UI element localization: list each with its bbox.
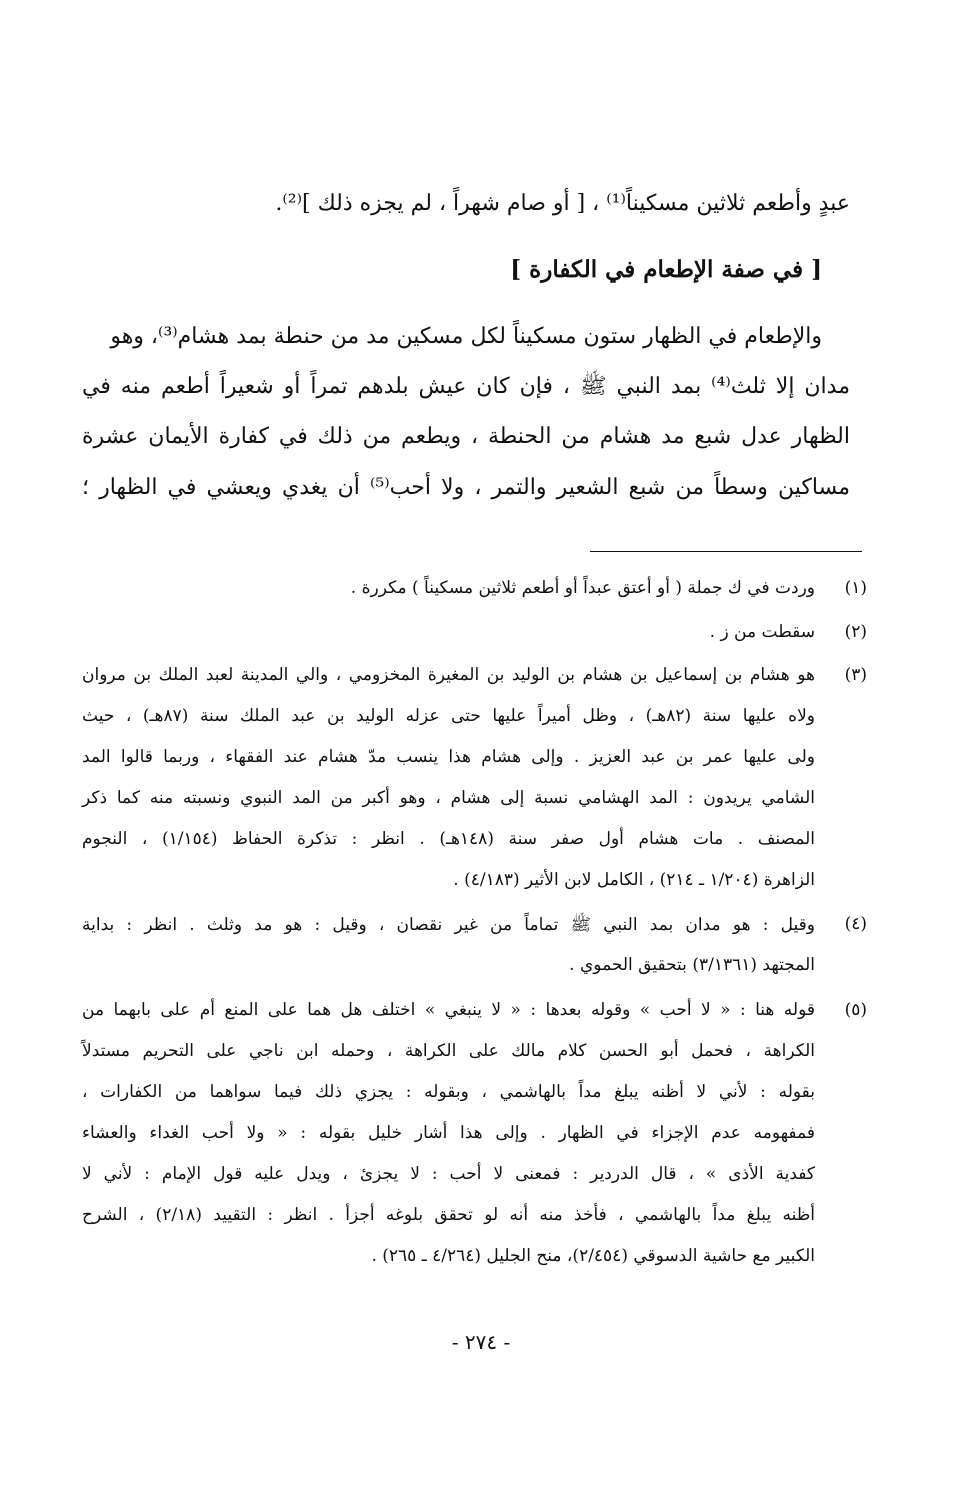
footnote-1-line-1: وردت في ك جملة ( أو أعتق عبداً أو أطعم ثلاثين مسكيناً ) مكررة .	[350, 578, 815, 598]
main-text-line-2: والإطعام في الظهار ستون مسكيناً لكل مسكين مد من حنطة بمد هشام⁽³⁾، وهو	[110, 324, 822, 349]
footnote-number-2: (٢)	[844, 622, 867, 642]
section-heading: [ في صفة الإطعام في الكفارة ]	[510, 256, 822, 283]
footnote-number-5: (٥)	[844, 1000, 867, 1020]
footnote-3-line-5: المصنف . مات هشام أول صفر سنة (١٤٨هـ) . انظر : تذكرة الحفاظ (١/١٥٤) ، النجوم	[82, 829, 815, 849]
footnote-number-1: (١)	[844, 578, 867, 598]
main-text-line-5: مساكين وسطاً من شبع الشعير والتمر ، ولا أحب⁽⁵⁾ أن يغدي ويعشي في الظهار ؛	[82, 475, 851, 500]
footnote-2-line-1: سقطت من ز .	[709, 622, 815, 642]
footnote-4-line-1: وقيل : هو مدان بمد النبي ﷺ تماماً من غير نقصان ، وقيل : هو مد وثلث . انظر : بداية	[82, 915, 815, 935]
page-number: - ٢٧٤ -	[451, 1330, 511, 1354]
footnote-separator	[590, 551, 862, 552]
footnote-number-4: (٤)	[844, 914, 867, 934]
footnote-5-line-4: فمفهومه عدم الإجزاء في الظهار . وإلى هذا أشار خليل بقوله : « ولا أحب الغداء والعشاء	[82, 1123, 815, 1143]
footnote-5-line-7: الكبير مع حاشية الدسوقي (٢/٤٥٤)، منح الجليل (٤/٢٦٤ ـ ٢٦٥) .	[371, 1246, 815, 1266]
footnote-3-line-6: الزاهرة (١/٢٠٤ ـ ٢١٤) ، الكامل لابن الأثير (٤/١٨٣) .	[453, 870, 815, 890]
footnote-5-line-2: الكراهة ، فحمل أبو الحسن كلام مالك على الكراهة ، وحمله ابن ناجي على التحريم مستدلاً	[82, 1041, 815, 1061]
footnote-5-line-3: بقوله : لأني لا أظنه يبلغ مداً بالهاشمي ، وبقوله : يجزي ذلك فيما سواهما من الكفارات ،	[82, 1082, 815, 1102]
footnote-number-3: (٣)	[844, 665, 867, 685]
footnote-5-line-6: أظنه يبلغ مداً بالهاشمي ، فأخذ منه أنه لو تحقق بلوغه أجزأ . انظر : التقييد (٢/١٨) ، الشرح	[82, 1205, 815, 1225]
footnote-3-line-4: الشامي يريدون : المد الهشامي نسبة إلى هشام ، وهو أكبر من المد النبوي ونسبته منه كما ذكر	[82, 788, 815, 808]
footnote-5-line-5: كفدية الأذى » ، قال الدردير : فمعنى لا أحب : لا يجزئ ، ويدل عليه قول الإمام : لأني لا	[82, 1164, 815, 1184]
footnote-3-line-2: ولاه عليها سنة (٨٢هـ) ، وظل أميراً عليها حتى عزله الوليد بن عبد الملك سنة (٨٧هـ) ، حيث	[82, 706, 815, 726]
footnote-3-line-3: ولى عليها عمر بن عبد العزيز . وإلى هشام هذا ينسب مدّ هشام عند الفقهاء ، وربما قالوا المد	[82, 747, 815, 767]
footnote-4-line-2: المجتهد (٣/١٣٦١) بتحقيق الحموي .	[569, 955, 815, 975]
footnote-5-line-1: قوله هنا : « لا أحب » وقوله بعدها : « لا ينبغي » اختلف هل هما على المنع أم على بابهما من	[82, 1000, 815, 1020]
main-text-line-4: الظهار عدل شبع مد هشام من الحنطة ، ويطعم من ذلك في كفارة الأيمان عشرة	[82, 424, 850, 449]
main-text-line-3: مدان إلا ثلث⁽⁴⁾ بمد النبي ﷺ ، فإن كان عيش بلدهم تمراً أو شعيراً أطعم منه في	[82, 374, 850, 399]
footnote-3-line-1: هو هشام بن إسماعيل بن هشام بن الوليد بن المغيرة المخزومي ، والي المدينة لعبد الملك بن مروان	[82, 665, 815, 685]
main-text-line-1: عبدٍ وأطعم ثلاثين مسكيناً⁽¹⁾ ، [ أو صام شهراً ، لم يجزه ذلك ]⁽²⁾.	[275, 191, 850, 216]
